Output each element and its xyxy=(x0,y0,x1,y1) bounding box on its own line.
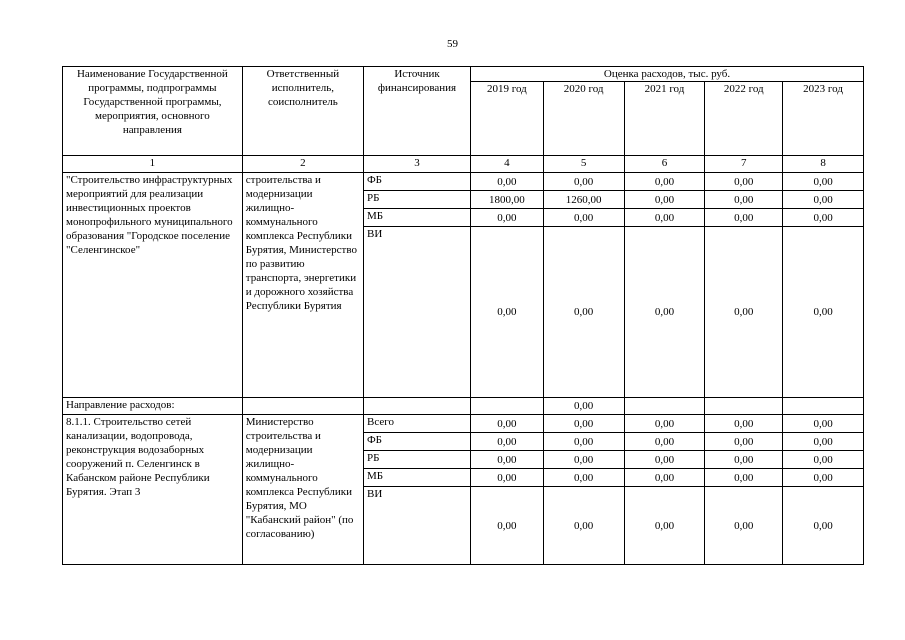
value-cell: 0,00 xyxy=(624,451,705,469)
value-cell: 0,00 xyxy=(705,209,783,227)
column-number: 4 xyxy=(471,156,544,173)
value-cell: 0,00 xyxy=(705,191,783,209)
empty-cell xyxy=(363,398,470,415)
header-year-2021: 2021 год xyxy=(624,82,705,156)
value-cell: 0,00 xyxy=(783,451,864,469)
value-cell: 0,00 xyxy=(624,209,705,227)
header-name: Наименование Государственной программы, подпрограммы Государственной программы, мероприятия, основного направления xyxy=(63,67,243,156)
funding-source: ФБ xyxy=(363,173,470,191)
value-cell: 0,00 xyxy=(705,451,783,469)
value-cell: 0,00 xyxy=(705,415,783,433)
value-cell: 0,00 xyxy=(624,227,705,398)
value-cell: 0,00 xyxy=(543,173,624,191)
funding-source: РБ xyxy=(363,191,470,209)
funding-source: МБ xyxy=(363,469,470,487)
value-cell: 0,00 xyxy=(543,451,624,469)
value-cell: 0,00 xyxy=(783,209,864,227)
value-cell: 0,00 xyxy=(471,487,544,565)
header-year-2023: 2023 год xyxy=(783,82,864,156)
table-row xyxy=(63,173,864,191)
value-cell: 0,00 xyxy=(783,487,864,565)
activity-executor: Министерство строительства и модернизации жилищно-коммунального комплекса Республики Бурятия, МО "Кабанский район" (по согласованию) xyxy=(242,415,363,565)
value-cell: 0,00 xyxy=(783,415,864,433)
value-cell: 0,00 xyxy=(624,469,705,487)
column-number: 2 xyxy=(242,156,363,173)
value-cell: 0,00 xyxy=(705,433,783,451)
value-cell: 0,00 xyxy=(624,487,705,565)
value-cell: 0,00 xyxy=(783,227,864,398)
column-number: 6 xyxy=(624,156,705,173)
column-number: 7 xyxy=(705,156,783,173)
value-cell: 0,00 xyxy=(624,173,705,191)
funding-source: ФБ xyxy=(363,433,470,451)
table-row xyxy=(63,415,864,433)
empty-cell xyxy=(705,398,783,415)
direction-row xyxy=(63,398,864,415)
budget-table xyxy=(62,66,864,565)
value-cell: 0,00 xyxy=(543,433,624,451)
header-year-2020: 2020 год xyxy=(543,82,624,156)
value-cell: 0,00 xyxy=(624,191,705,209)
header-row xyxy=(63,67,864,82)
value-cell: 0,00 xyxy=(543,487,624,565)
funding-source: РБ xyxy=(363,451,470,469)
page-number: 59 xyxy=(447,38,458,50)
value-cell: 0,00 xyxy=(543,209,624,227)
value-cell: 0,00 xyxy=(543,227,624,398)
value-cell: 0,00 xyxy=(471,173,544,191)
value-cell: 0,00 xyxy=(624,433,705,451)
value-cell: 0,00 xyxy=(471,227,544,398)
header-estimate: Оценка расходов, тыс. руб. xyxy=(471,67,864,82)
funding-source: МБ xyxy=(363,209,470,227)
column-number: 8 xyxy=(783,156,864,173)
value-cell: 0,00 xyxy=(471,451,544,469)
header-source: Источник финансирования xyxy=(363,67,470,156)
header-year-2019: 2019 год xyxy=(471,82,544,156)
value-cell: 1800,00 xyxy=(471,191,544,209)
value-cell: 0,00 xyxy=(783,469,864,487)
direction-label: Направление расходов: xyxy=(63,398,243,415)
value-cell: 0,00 xyxy=(705,173,783,191)
value-cell: 0,00 xyxy=(705,469,783,487)
activity-name: 8.1.1. Строительство сетей канализации, водопровода, реконструкция водозаборных сооружений п. Селенгинск в Кабанском районе Республики Бурятия. Этап 3 xyxy=(63,415,243,565)
column-number: 3 xyxy=(363,156,470,173)
value-cell: 0,00 xyxy=(471,433,544,451)
value-cell: 0,00 xyxy=(543,398,624,415)
value-cell: 0,00 xyxy=(783,173,864,191)
header-executor: Ответственный исполнитель, соисполнитель xyxy=(242,67,363,156)
value-cell: 0,00 xyxy=(783,191,864,209)
column-number: 1 xyxy=(63,156,243,173)
value-cell: 0,00 xyxy=(624,415,705,433)
program-name: "Строительство инфраструктурных мероприятий для реализации инвестиционных проектов монопрофильного муниципального образования "Городское поселение "Селенгинское" xyxy=(63,173,243,398)
program-executor: строительства и модернизации жилищно-коммунального комплекса Республики Бурятия, Министерство по развитию транспорта, энергетики и дорожного хозяйства Республики Бурятия xyxy=(242,173,363,398)
empty-cell xyxy=(624,398,705,415)
value-cell: 1260,00 xyxy=(543,191,624,209)
value-cell: 0,00 xyxy=(543,469,624,487)
value-cell: 0,00 xyxy=(705,487,783,565)
value-cell: 0,00 xyxy=(471,415,544,433)
value-cell: 0,00 xyxy=(471,469,544,487)
value-cell: 0,00 xyxy=(471,209,544,227)
funding-source: Всего xyxy=(363,415,470,433)
empty-cell xyxy=(242,398,363,415)
value-cell: 0,00 xyxy=(705,227,783,398)
value-cell: 0,00 xyxy=(783,433,864,451)
funding-source: ВИ xyxy=(363,227,470,398)
funding-source: ВИ xyxy=(363,487,470,565)
column-numbers-row xyxy=(63,156,864,173)
column-number: 5 xyxy=(543,156,624,173)
empty-cell xyxy=(471,398,544,415)
value-cell: 0,00 xyxy=(543,415,624,433)
header-year-2022: 2022 год xyxy=(705,82,783,156)
empty-cell xyxy=(783,398,864,415)
